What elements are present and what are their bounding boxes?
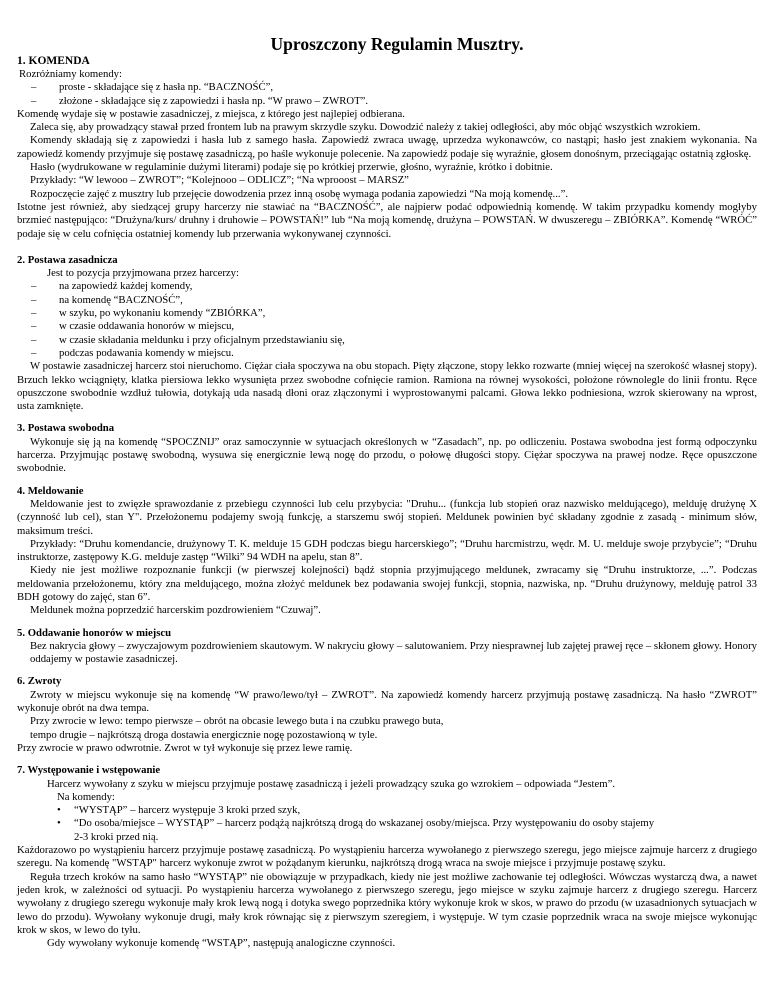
paragraph: W postawie zasadniczej harcerz stoi nieruchomo. Ciężar ciała spoczywa na obu stopach. Pięty złączone, stopy lekko rozwarte (mniej więcej na szerokość własnej stopy). Brzuch lekko wciągnięty, klatka piersiowa lekko wysunięta przez swobodne cofnięcie ramion. Ramiona na równej wysokości, położone równolegle do linii frontu. Ręce opuszczone swobodnie wzdłuż tułowia, dotykają uda nasadą dłoni oraz złączonymi i wyprostowanymi palcami. Głowa lekko podniesiona, wzrok skierowany na wprost, usta zamknięte.: [17, 360, 757, 413]
section-heading-postawa-zasadnicza: 2. Postawa zasadnicza: [17, 253, 118, 266]
paragraph: Hasło (wydrukowane w regulaminie dużymi literami) podaje się po krótkiej przerwie, głośno, wyraźnie, krótko i dobitnie.: [30, 161, 553, 174]
paragraph: Rozróżniamy komendy:: [19, 68, 122, 80]
section-heading-komenda: 1. KOMENDA: [17, 55, 90, 67]
paragraph: Przykłady: “Druhu komendancie, drużynowy T. K. melduje 15 GDH podczas biegu harcerskiego”; “Druhu harcmistrzu, wędr. M. U. melduje swoje przybycie”; “Druhu instruktorze, zastępowy K.G. melduje zastęp “Wilki” 94 WDH na apelu, stan 8”.: [17, 537, 757, 564]
paragraph: Istotne jest również, aby siedzącej grupy harcerzy nie stawiać na “BACZNOŚĆ”, ale najpierw podać odpowiednią komendę. W takim przypadku komendy mogłyby brzmieć następująco: “Drużyna/kurs/ druhny i druhowie – POWSTAŃ!” lub “Na moją komendę, drużyna – POWSTAŃ. W dwuszeregu – ZBIÓRKA”. Komendę “WRÓĆ” podaje się w celu cofnięcia ostatniej komendy lub przerwania wykonywanej czynności.: [17, 200, 757, 240]
paragraph: Przy zwrocie w lewo: tempo pierwsze – obrót na obcasie lewego buta i na czubku prawego buta,: [30, 715, 444, 728]
paragraph: Rozpoczęcie zajęć z musztry lub przejęcie dowodzenia przez inną osobę wymaga podania zapowiedzi “Na moją komendę...”.: [30, 187, 568, 200]
document-page: [17, 34, 757, 950]
paragraph: Jest to pozycja przyjmowana przez harcerzy:: [47, 267, 239, 280]
dash-list-item: – podczas podawania komendy w miejscu.: [17, 347, 757, 360]
paragraph: Zwroty w miejscu wykonuje się na komendę “W prawo/lewo/tył – ZWROT”. Na zapowiedź komendy harcerz przyjmują postawę zasadniczą. Na hasło “ZWROT” wykonuje obrót na dwa tempa.: [17, 688, 757, 715]
bullet-list-item: • “Do osoba/miejsce – WYSTĄP” – harcerz podążą najkrótszą drogą do wskazanej osoby/miejsca. Przy występowaniu do osoby stajemy: [17, 817, 757, 830]
document-title: Uproszczony Regulamin Musztry.: [270, 34, 524, 54]
paragraph: Każdorazowo po wystąpieniu harcerz przyjmuje postawę zasadniczą. Po wystąpieniu harcerza wywołanego z pierwszego szeregu, jego miejsce zajmuje harcerz z drugiego szeregu. Na komendę "WSTĄP" harcerz wykonuje zwrot w pożądanym kierunku, najkrótszą drogą wraca na swoje miejsce i przyjmuje postawę szyku.: [17, 844, 757, 870]
dash-list-item: – w czasie składania meldunku i przy oficjalnym przedstawianiu się,: [17, 334, 757, 347]
paragraph: Harcerz wywołany z szyku w miejscu przyjmuje postawę zasadniczą i jeżeli prowadzący szuka go wzrokiem – odpowiada “Jestem”.: [47, 777, 615, 790]
paragraph: Przykłady: “W lewooo – ZWROT”; “Kolejnooo – ODLICZ”; “Na wprooost – MARSZ”: [30, 174, 409, 187]
section-heading-meldowanie: 4. Meldowanie: [17, 484, 84, 497]
section-heading-oddawanie-honorow: 5. Oddawanie honorów w miejscu: [17, 626, 172, 639]
dash-list-item: – na zapowiedź każdej komendy,: [17, 280, 757, 293]
paragraph: Zaleca się, aby prowadzący stawał przed frontem lub na prawym skrzydle szyku. Dowodzić należy z takiej odległości, aby móc objąć wszystkich wzrokiem.: [30, 121, 701, 134]
bullet-list-item: • “WYSTĄP” – harcerz występuje 3 kroki przed szyk,: [17, 804, 757, 817]
bullet-list-item-continuation: 2-3 kroki przed nią.: [74, 830, 159, 843]
paragraph: Reguła trzech kroków na samo hasło “WYSTĄP” nie obowiązuje w przypadkach, kiedy nie jest możliwe zachowanie tej odległości. Wówczas wystarczą dwa, a nawet jeden krok, w zależności od sytuacji. Po wystąpieniu harcerza wywołanego z pierwszego szeregu, jego miejsce w szyku zajmuje harcerz z drugiego szeregu. Harcerz wywołany z drugiego szeregu wykonuje mały krok lewą nogą i dotyka swego poprzednika który wykonuje krok w skos, w prawo do przodu (w uzasadnionych sytuacjach w lewo do przodu). Wywołany wykonuje drugi, mały krok równając się z pierwszym szeregiem, i występuje. W tym czasie poprzednik wraca na swoje miejsce wykonując krok w skos, w lewo do tyłu.: [17, 870, 757, 936]
paragraph: Kiedy nie jest możliwe rozpoznanie funkcji (w pierwszej kolejności) bądź stopnia przyjmującego meldunek, zwracamy się “Druhu instruktorze, ...”. Podczas meldowania przełożonemu, który zna meldującego, można złożyć meldunek bez podawania swojej funkcji, stopnia, nazwiska, np. “Druhu drużynowy, melduję patrol 33 BDH gotowy do zajęć, stan 6”.: [17, 564, 757, 603]
dash-list-item: – złożone - składające się z zapowiedzi i hasła np. “W prawo – ZWROT”.: [17, 95, 757, 108]
paragraph: Meldowanie jest to zwięzłe sprawozdanie z przebiegu czynności lub celu przybycia: "Druhu... (funkcja lub stopień oraz nazwisko meldującego), melduję drużynę X (czynność lub cel), stan Y". Przełożonemu podajemy swoją funkcję, a starszemu swój stopień. Meldunek powinien być składany zgodnie z zasadą - minimum słów, maksimum treści.: [17, 497, 757, 537]
paragraph: Gdy wywołany wykonuje komendę “WSTĄP”, następują analogiczne czynności.: [47, 937, 396, 950]
paragraph: tempo drugie – najkrótszą droga dostawia energicznie nogę pozostawioną w tyle.: [30, 728, 378, 741]
paragraph: Wykonuje się ją na komendę “SPOCZNIJ” oraz samoczynnie w sytuacjach określonych w “Zasadach”, np. po odliczeniu. Postawa swobodna jest formą odpoczynku harcerza. Przyjmując postawę swobodną, wysuwa się energicznie lewą nogę do przodu, o połowę długości stopy. Ciężar spoczywa na prawej nodze. Ręce opuszczone swobodnie.: [17, 435, 757, 475]
paragraph: Przy zwrocie w prawo odwrotnie. Zwrot w tył wykonuje się przez lewe ramię.: [17, 741, 353, 754]
paragraph: Bez nakrycia głowy – zwyczajowym pozdrowieniem skautowym. W nakryciu głowy – salutowaniem. Przy niesprawnej lub zajętej prawej ręce – skłonem głowy. Honory oddajemy w postawie zasadniczej.: [30, 639, 757, 666]
section-heading-wystepowanie: 7. Występowanie i wstępowanie: [17, 764, 161, 777]
dash-list-item: – proste - składające się z hasła np. “BACZNOŚĆ”,: [17, 81, 757, 94]
section-heading-zwroty: 6. Zwroty: [17, 675, 62, 688]
section-heading-postawa-swobodna: 3. Postawa swobodna: [17, 422, 115, 435]
dash-list-item: – na komendę “BACZNOŚĆ”,: [17, 294, 757, 307]
paragraph: Meldunek można poprzedzić harcerskim pozdrowieniem “Czuwaj”.: [30, 604, 321, 617]
dash-list-item: – w czasie oddawania honorów w miejscu,: [17, 320, 757, 333]
paragraph: Komendę wydaje się w postawie zasadniczej, z miejsca, z którego jest najlepiej odbierana.: [17, 107, 405, 120]
paragraph: Komendy składają się z zapowiedzi i hasła lub z samego hasła. Zapowiedź zwraca uwagę, uprzedza wykonawców, co nastąpi; hasło jest znakiem wykonania. Na zapowiedź komendy przyjmuje się postawę zasadniczą, po haśle wykonuje polecenie. Na zapowiedź podaje się wyraźnie, głosem donośnym, przeciągając ostatnią zgłoskę.: [17, 134, 757, 160]
dash-list-item: – w szyku, po wykonaniu komendy “ZBIÓRKA”,: [17, 307, 757, 320]
paragraph: Na komendy:: [57, 790, 115, 803]
